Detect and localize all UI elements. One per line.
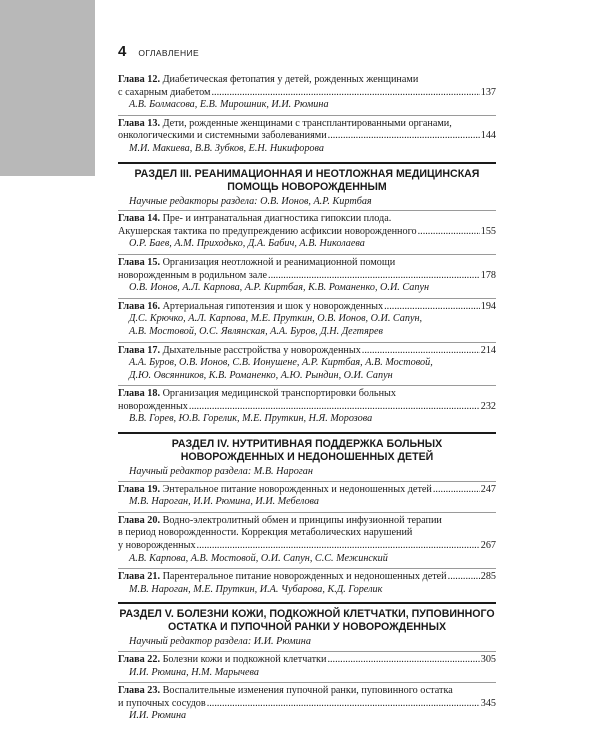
section-5-header: [118, 602, 496, 652]
leader-dots: [197, 540, 480, 553]
section-editors: Научный редактор раздела: И.И. Рюмина: [129, 636, 311, 648]
chapter-title: Парентеральное питание новорожденных и недоношенных детей: [162, 571, 447, 583]
section-title: РАЗДЕЛ V. БОЛЕЗНИ КОЖИ, ПОДКОЖНОЙ КЛЕТЧАТКИ, ПУПОВИННОГО: [119, 608, 495, 621]
toc-entry-chapter-14[interactable]: [118, 211, 496, 255]
running-title: ОГЛАВЛЕНИЕ: [138, 48, 200, 58]
toc-entry-chapter-19[interactable]: [118, 482, 496, 513]
toc-entry-chapter-21[interactable]: [118, 569, 496, 599]
toc-entry-chapter-13[interactable]: [118, 116, 496, 159]
chapter-title-cont: Акушерская тактика по предупреждению асфиксии новорожденного: [118, 225, 417, 237]
chapter-label: Глава 17.: [118, 344, 161, 356]
page-ref: 137: [480, 86, 496, 98]
toc-entry-chapter-17[interactable]: [118, 343, 496, 387]
chapter-authors: А.В. Болмасова, Е.В. Мирошник, И.И. Рюмина: [129, 99, 329, 111]
chapter-title: Организация неотложной и реанимационной помощи: [162, 256, 396, 268]
leader-dots: [328, 130, 480, 143]
chapter-title: Болезни кожи и подкожной клетчатки: [162, 654, 327, 665]
toc-entry-chapter-22[interactable]: [118, 652, 496, 683]
page-ref: 155: [480, 225, 496, 237]
page-number: 4: [118, 43, 127, 60]
toc-entry-chapter-20[interactable]: [118, 513, 496, 569]
chapter-label: Глава 15.: [118, 256, 161, 268]
leader-dots: [448, 571, 480, 584]
section-title: РАЗДЕЛ IV. НУТРИТИВНАЯ ПОДДЕРЖКА БОЛЬНЫХ: [171, 438, 443, 451]
chapter-title-cont: онкологическими и системными заболеваниями: [118, 130, 327, 142]
toc-entry-chapter-16[interactable]: [118, 299, 496, 343]
toc-entry-chapter-15[interactable]: [118, 255, 496, 299]
chapter-title: Водно-электролитный обмен и принципы инфузионной терапии: [162, 514, 442, 526]
section-title-cont: НОВОРОЖДЕННЫХ И НЕДОНОШЕННЫХ ДЕТЕЙ: [180, 451, 434, 464]
chapter-authors: М.В. Нароган, М.Е. Пруткин, И.А. Чубарова, К.Д. Горелик: [129, 583, 383, 595]
chapter-title: Воспалительные изменения пупочной ранки, пуповинного остатка: [162, 685, 453, 697]
chapter-label: Глава 19.: [118, 483, 161, 495]
chapter-authors-cont: Д.Ю. Овсянников, К.В. Романенко, А.Ю. Рындин, О.И. Сапун: [129, 369, 393, 381]
toc-entry-chapter-12[interactable]: [118, 72, 496, 116]
chapter-title: Дети, рожденные женщинами с трансплантированными органами,: [162, 117, 452, 129]
chapter-label: Глава 12.: [118, 74, 161, 85]
section-3-header: [118, 162, 496, 212]
section-title: РАЗДЕЛ III. РЕАНИМАЦИОННАЯ И НЕОТЛОЖНАЯ МЕДИЦИНСКАЯ: [134, 167, 480, 180]
page-ref: 305: [480, 654, 496, 665]
chapter-authors-cont: А.В. Мостовой, О.С. Являнская, А.А. Буров, Д.Н. Дегтярев: [129, 325, 383, 337]
chapter-title-cont: новорожденных: [118, 400, 188, 412]
page-ref: 247: [480, 483, 496, 495]
section-title-cont: ОСТАТКА И ПУПОЧНОЙ РАНКИ У НОВОРОЖДЕННЫХ: [167, 621, 447, 634]
chapter-title-cont: и пупочных сосудов: [118, 697, 206, 709]
chapter-label: Глава 18.: [118, 388, 161, 400]
chapter-authors: М.В. Нароган, И.И. Рюмина, И.И. Мебелова: [129, 496, 319, 508]
leader-dots: [384, 301, 480, 314]
page-ref: 178: [480, 269, 496, 281]
leader-dots: [189, 401, 480, 414]
section-editors: Научные редакторы раздела: О.В. Ионов, А.Р. Киртбая: [129, 195, 372, 207]
chapter-authors: О.В. Ионов, А.Л. Карпова, А.Р. Киртбая, К.В. Романенко, О.И. Сапун: [129, 282, 430, 294]
chapter-authors: Д.С. Крючко, А.Л. Карпова, М.Е. Пруткин, О.В. Ионов, О.И. Сапун,: [129, 313, 423, 325]
chapter-label: Глава 21.: [118, 571, 161, 583]
chapter-label: Глава 20.: [118, 514, 161, 526]
chapter-title-cont: с сахарным диабетом: [118, 86, 211, 98]
chapter-title: Дыхательные расстройства у новорожденных: [162, 344, 361, 356]
chapter-title-cont: в период новорожденности. Коррекция метаболических нарушений: [118, 527, 413, 539]
page-ref: 345: [480, 697, 496, 709]
chapter-title: Пре- и интранатальная диагностика гипоксии плода.: [162, 213, 392, 225]
decorative-side-bar: [0, 0, 95, 176]
chapter-authors: А.В. Карпова, А.В. Мостовой, О.И. Сапун, С.С. Межинский: [129, 552, 388, 564]
page-ref: 285: [480, 571, 496, 583]
chapter-authors: М.И. Макиева, В.В. Зубков, Е.Н. Никифорова: [129, 142, 324, 154]
chapter-title: Энтеральное питание новорожденных и недоношенных детей: [162, 483, 432, 495]
section-title-cont: ПОМОЩЬ НОВОРОЖДЕННЫМ: [227, 180, 387, 193]
page-ref: 267: [480, 540, 496, 552]
chapter-authors: А.А. Буров, О.В. Ионов, С.В. Ионушене, А.Р. Киртбая, А.В. Мостовой,: [129, 357, 433, 369]
chapter-label: Глава 23.: [118, 685, 161, 697]
page-ref: 194: [480, 300, 496, 312]
chapter-title: Организация медицинской транспортировки больных: [162, 388, 396, 400]
chapter-label: Глава 16.: [118, 300, 161, 312]
chapter-label: Глава 13.: [118, 117, 161, 129]
chapter-title-cont: у новорожденных: [118, 540, 196, 552]
page-ref: 214: [480, 344, 496, 356]
chapter-authors: И.И. Рюмина, Н.М. Марычева: [129, 666, 259, 678]
chapter-authors: И.И. Рюмина: [129, 710, 187, 722]
chapter-label: Глава 14.: [118, 213, 161, 225]
leader-dots: [207, 698, 480, 711]
section-4-header: [118, 432, 496, 482]
page-ref: 144: [480, 130, 496, 142]
toc-entry-chapter-23[interactable]: [118, 683, 496, 726]
chapter-title-cont: новорожденным в родильном зале: [118, 269, 268, 281]
chapter-authors: О.Р. Баев, А.М. Приходько, Д.А. Бабич, А.В. Николаева: [129, 238, 365, 250]
toc-entry-chapter-18[interactable]: [118, 386, 496, 429]
leader-dots: [327, 654, 479, 667]
leader-dots: [418, 226, 480, 239]
chapter-title: Артериальная гипотензия и шок у новорожденных: [162, 300, 384, 312]
leader-dots: [362, 345, 480, 358]
section-editors: Научный редактор раздела: М.В. Нароган: [129, 466, 313, 478]
leader-dots: [433, 484, 480, 497]
page-header: [118, 43, 199, 60]
leader-dots: [212, 87, 480, 100]
page-ref: 232: [480, 400, 496, 412]
chapter-title: Диабетическая фетопатия у детей, рожденных женщинами: [162, 74, 419, 85]
chapter-label: Глава 22.: [118, 654, 161, 665]
leader-dots: [268, 270, 480, 283]
chapter-authors: В.В. Горев, Ю.В. Горелик, М.Е. Пруткин, Н.Я. Морозова: [129, 413, 373, 425]
table-of-contents: [118, 72, 496, 726]
